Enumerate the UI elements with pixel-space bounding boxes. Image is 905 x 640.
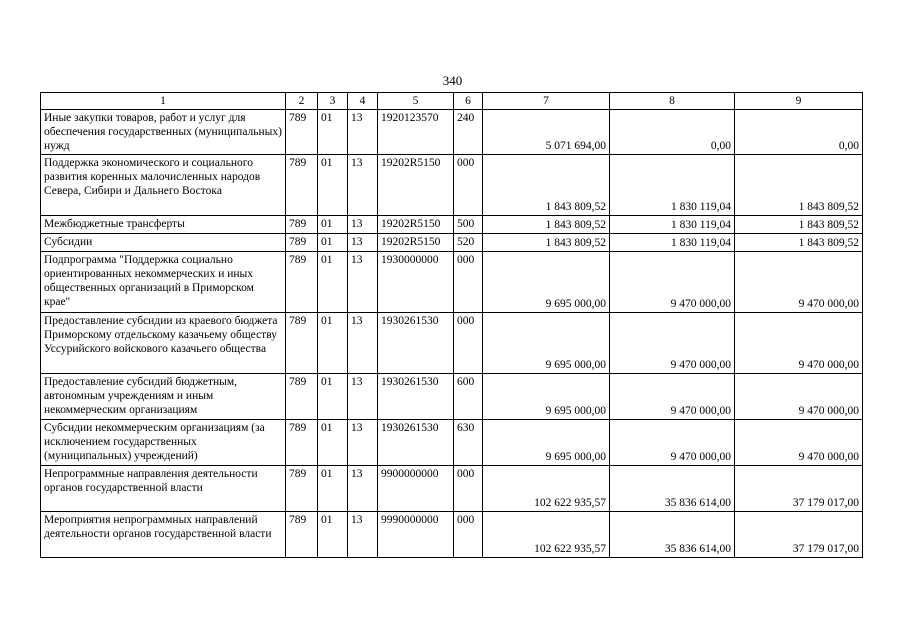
expense-type-code: 000 bbox=[454, 313, 483, 374]
amount-col8: 35 836 614,00 bbox=[610, 466, 735, 512]
column-header: 9 bbox=[735, 93, 863, 110]
expense-type-code: 500 bbox=[454, 216, 483, 234]
amount-col7: 1 843 809,52 bbox=[483, 155, 610, 216]
ministry-code: 789 bbox=[286, 374, 318, 420]
subsection-code: 13 bbox=[348, 110, 378, 155]
table-row bbox=[41, 216, 863, 234]
ministry-code: 789 bbox=[286, 110, 318, 155]
item-name: Непрограммные направления деятельности органов государственной власти bbox=[41, 466, 286, 512]
expense-type-code: 000 bbox=[454, 512, 483, 558]
ministry-code: 789 bbox=[286, 420, 318, 466]
subsection-code: 13 bbox=[348, 374, 378, 420]
ministry-code: 789 bbox=[286, 512, 318, 558]
amount-col8: 1 830 119,04 bbox=[610, 155, 735, 216]
item-name: Поддержка экономического и социального развития коренных малочисленных народов Севера, Сибири и Дальнего Востока bbox=[41, 155, 286, 216]
column-header: 1 bbox=[41, 93, 286, 110]
amount-col9: 1 843 809,52 bbox=[735, 234, 863, 252]
section-code: 01 bbox=[318, 512, 348, 558]
expense-type-code: 240 bbox=[454, 110, 483, 155]
subsection-code: 13 bbox=[348, 252, 378, 313]
page-number: 340 bbox=[442, 73, 463, 88]
expense-type-code: 000 bbox=[454, 155, 483, 216]
item-name: Субсидии bbox=[41, 234, 286, 252]
amount-col9: 0,00 bbox=[735, 110, 863, 155]
section-code: 01 bbox=[318, 466, 348, 512]
amount-col8: 9 470 000,00 bbox=[610, 313, 735, 374]
table-row bbox=[41, 374, 863, 420]
target-item-code: 1930261530 bbox=[378, 313, 454, 374]
expense-type-code: 520 bbox=[454, 234, 483, 252]
ministry-code: 789 bbox=[286, 155, 318, 216]
section-code: 01 bbox=[318, 313, 348, 374]
table-row bbox=[41, 110, 863, 155]
ministry-code: 789 bbox=[286, 252, 318, 313]
item-name: Иные закупки товаров, работ и услуг для обеспечения государственных (муниципальных) нужд bbox=[41, 110, 286, 155]
amount-col8: 9 470 000,00 bbox=[610, 252, 735, 313]
section-code: 01 bbox=[318, 155, 348, 216]
table-row bbox=[41, 466, 863, 512]
table-row bbox=[41, 420, 863, 466]
amount-col7: 1 843 809,52 bbox=[483, 216, 610, 234]
amount-col8: 35 836 614,00 bbox=[610, 512, 735, 558]
table-row bbox=[41, 512, 863, 558]
expense-type-code: 600 bbox=[454, 374, 483, 420]
section-code: 01 bbox=[318, 420, 348, 466]
column-header: 4 bbox=[348, 93, 378, 110]
column-header: 7 bbox=[483, 93, 610, 110]
amount-col7: 9 695 000,00 bbox=[483, 252, 610, 313]
table-row bbox=[41, 155, 863, 216]
amount-col9: 9 470 000,00 bbox=[735, 313, 863, 374]
target-item-code: 1930000000 bbox=[378, 252, 454, 313]
amount-col8: 9 470 000,00 bbox=[610, 374, 735, 420]
section-code: 01 bbox=[318, 234, 348, 252]
subsection-code: 13 bbox=[348, 466, 378, 512]
amount-col9: 1 843 809,52 bbox=[735, 216, 863, 234]
ministry-code: 789 bbox=[286, 216, 318, 234]
subsection-code: 13 bbox=[348, 512, 378, 558]
target-item-code: 19202R5150 bbox=[378, 234, 454, 252]
subsection-code: 13 bbox=[348, 234, 378, 252]
ministry-code: 789 bbox=[286, 234, 318, 252]
target-item-code: 1920123570 bbox=[378, 110, 454, 155]
amount-col9: 1 843 809,52 bbox=[735, 155, 863, 216]
subsection-code: 13 bbox=[348, 155, 378, 216]
amount-col7: 9 695 000,00 bbox=[483, 374, 610, 420]
item-name: Межбюджетные трансферты bbox=[41, 216, 286, 234]
expense-type-code: 000 bbox=[454, 252, 483, 313]
column-header: 3 bbox=[318, 93, 348, 110]
amount-col9: 37 179 017,00 bbox=[735, 512, 863, 558]
amount-col7: 9 695 000,00 bbox=[483, 420, 610, 466]
column-header: 2 bbox=[286, 93, 318, 110]
target-item-code: 19202R5150 bbox=[378, 155, 454, 216]
section-code: 01 bbox=[318, 110, 348, 155]
item-name: Субсидии некоммерческим организациям (за исключением государственных (муниципальных) учреждений) bbox=[41, 420, 286, 466]
amount-col7: 5 071 694,00 bbox=[483, 110, 610, 155]
target-item-code: 9900000000 bbox=[378, 466, 454, 512]
table-row bbox=[41, 313, 863, 374]
amount-col8: 1 830 119,04 bbox=[610, 234, 735, 252]
subsection-code: 13 bbox=[348, 313, 378, 374]
table-row bbox=[41, 252, 863, 313]
amount-col8: 0,00 bbox=[610, 110, 735, 155]
amount-col7: 102 622 935,57 bbox=[483, 466, 610, 512]
section-code: 01 bbox=[318, 216, 348, 234]
target-item-code: 1930261530 bbox=[378, 420, 454, 466]
amount-col9: 9 470 000,00 bbox=[735, 420, 863, 466]
section-code: 01 bbox=[318, 374, 348, 420]
item-name: Предоставление субсидий бюджетным, автономным учреждениям и иным некоммерческим организациям bbox=[41, 374, 286, 420]
column-header: 8 bbox=[610, 93, 735, 110]
column-header: 5 bbox=[378, 93, 454, 110]
target-item-code: 19202R5150 bbox=[378, 216, 454, 234]
amount-col7: 1 843 809,52 bbox=[483, 234, 610, 252]
table-row bbox=[41, 234, 863, 252]
expense-type-code: 000 bbox=[454, 466, 483, 512]
budget-table bbox=[40, 92, 863, 558]
amount-col7: 9 695 000,00 bbox=[483, 313, 610, 374]
ministry-code: 789 bbox=[286, 313, 318, 374]
amount-col8: 1 830 119,04 bbox=[610, 216, 735, 234]
item-name: Предоставление субсидии из краевого бюджета Приморскому отдельскому казачьему обществу Уссурийского войскового казачьего общества bbox=[41, 313, 286, 374]
subsection-code: 13 bbox=[348, 216, 378, 234]
subsection-code: 13 bbox=[348, 420, 378, 466]
amount-col9: 9 470 000,00 bbox=[735, 374, 863, 420]
item-name: Мероприятия непрограммных направлений деятельности органов государственной власти bbox=[41, 512, 286, 558]
amount-col8: 9 470 000,00 bbox=[610, 420, 735, 466]
amount-col9: 9 470 000,00 bbox=[735, 252, 863, 313]
section-code: 01 bbox=[318, 252, 348, 313]
amount-col9: 37 179 017,00 bbox=[735, 466, 863, 512]
target-item-code: 1930261530 bbox=[378, 374, 454, 420]
column-header: 6 bbox=[454, 93, 483, 110]
amount-col7: 102 622 935,57 bbox=[483, 512, 610, 558]
item-name: Подпрограмма "Поддержка социально ориентированных некоммерческих и иных общественных организаций в Приморском крае" bbox=[41, 252, 286, 313]
table-header-row bbox=[41, 93, 863, 110]
target-item-code: 9990000000 bbox=[378, 512, 454, 558]
expense-type-code: 630 bbox=[454, 420, 483, 466]
ministry-code: 789 bbox=[286, 466, 318, 512]
